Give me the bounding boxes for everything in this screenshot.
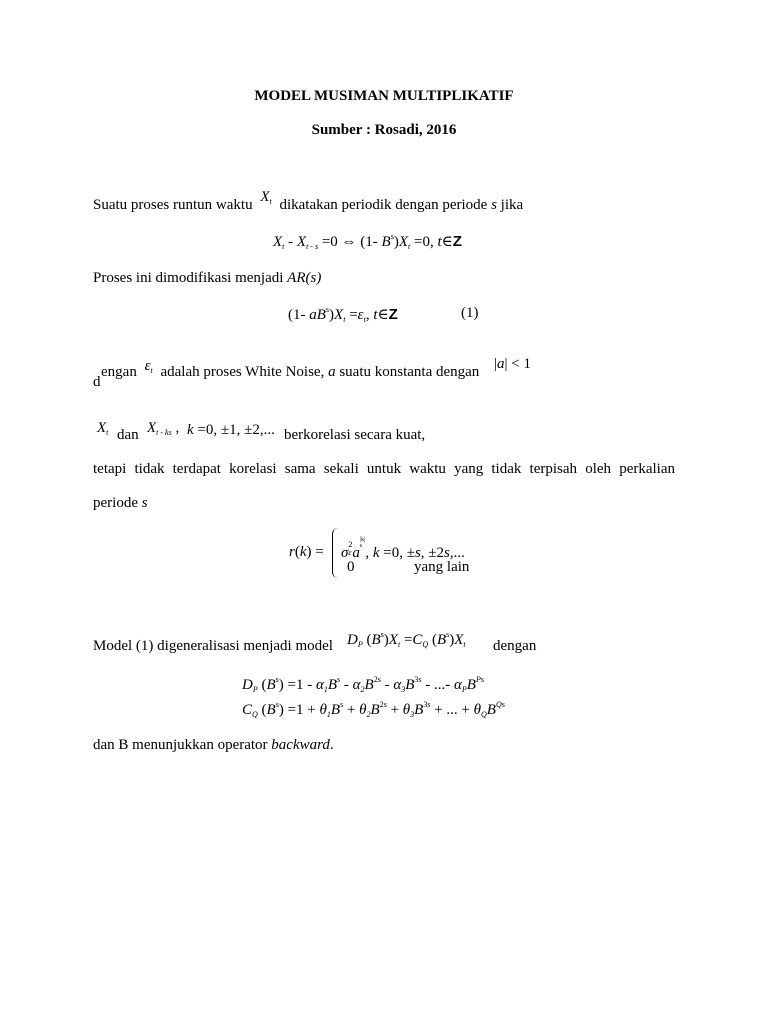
text-fragment: periode (93, 495, 138, 511)
paragraph-period-line (93, 495, 148, 512)
ar-s-term: AR(s) (287, 270, 322, 286)
text-fragment: jika (500, 197, 524, 213)
paragraph-white-noise (101, 358, 480, 381)
equation-number: (1) (461, 305, 479, 321)
paragraph-periodic (93, 189, 524, 214)
text-dan: dan (117, 427, 139, 443)
equation-cq: $C_Q$ $(B^s) =1 + \theta_1B^s + \theta_2B^{2s} + \theta_3B^{3s}$ + ... + $\theta_QB^{Qs}$ (242, 700, 505, 719)
text-dengan: dengan (493, 638, 537, 654)
text-fragment: Suatu proses runtun waktu (93, 197, 253, 213)
text-fragment: dikatakan periodik dengan periode (279, 197, 488, 213)
piecewise-brace (332, 528, 341, 578)
constant-a: a (328, 364, 336, 380)
symbol-epsilon-t: $\varepsilon_t$ (144, 358, 153, 375)
text-fragment: adalah proses White Noise, (160, 364, 325, 380)
equation-rk-case1: σ 2 ε a |k| s , k =0, ±s, ±2s,... (341, 537, 465, 561)
equation-rk-case2-label: yang lain (414, 559, 470, 575)
backward-term: backward (271, 737, 330, 753)
equation-dp: $D_P$ $(B^s) =1 - \alpha_1B^s - \alpha_2B^{2s} - \alpha_3B^{3s}$ - ...- $\alpha_PB^{Ps}$ (242, 675, 484, 694)
paragraph-backward (93, 737, 334, 754)
equation-k-values: k =0, ±1, ±2,... (187, 422, 275, 438)
symbol-x-t: $X_t$ (260, 189, 272, 206)
text-fragment: suatu konstanta dengan (339, 364, 480, 380)
document-source: Sumber : Rosadi, 2016 (311, 122, 457, 138)
symbol-x-t-ks: $X_{t - ks}$ , (147, 420, 180, 437)
equation-1: (1- $aB^s)X_t =\varepsilon_t$, t∈Z (288, 305, 398, 324)
text-fragment: Proses ini dimodifikasi menjadi (93, 270, 284, 286)
document-title: MODEL MUSIMAN MULTIPLIKATIF (254, 88, 514, 104)
paragraph-d: d (93, 374, 101, 390)
equation-rk-lhs: r(k) = (289, 544, 324, 560)
condition-abs-a: |a| < 1 (494, 356, 531, 372)
text-fragment: . (329, 737, 334, 753)
paragraph-modification (93, 270, 321, 287)
period-symbol: s (141, 495, 148, 511)
symbol-x-t-2: $X_t$ (97, 420, 109, 437)
paragraph-no-correlation: tetapi tidak terdapat korelasi sama sekali untuk waktu yang tidak terpisah oleh perkalian (93, 461, 675, 477)
text-correlated: berkorelasi secara kuat, (284, 427, 426, 443)
equation-general-model: $D_P$ $(B^s)X_t =C_Q$ $(B^s)X_t$ (347, 630, 466, 649)
equation-rk-case2-value: 0 (347, 559, 355, 575)
text-fragment: engan (101, 364, 137, 380)
paragraph-generalization: Model (1) digeneralisasi menjadi model (93, 638, 333, 654)
equation-periodicity: $X_t - X_{t - s} =0$ ⇔ (1- $B^s)X_t =0$, t∈Z (273, 232, 462, 251)
text-fragment: dan B menunjukkan operator (93, 737, 268, 753)
period-symbol: s (491, 197, 497, 213)
